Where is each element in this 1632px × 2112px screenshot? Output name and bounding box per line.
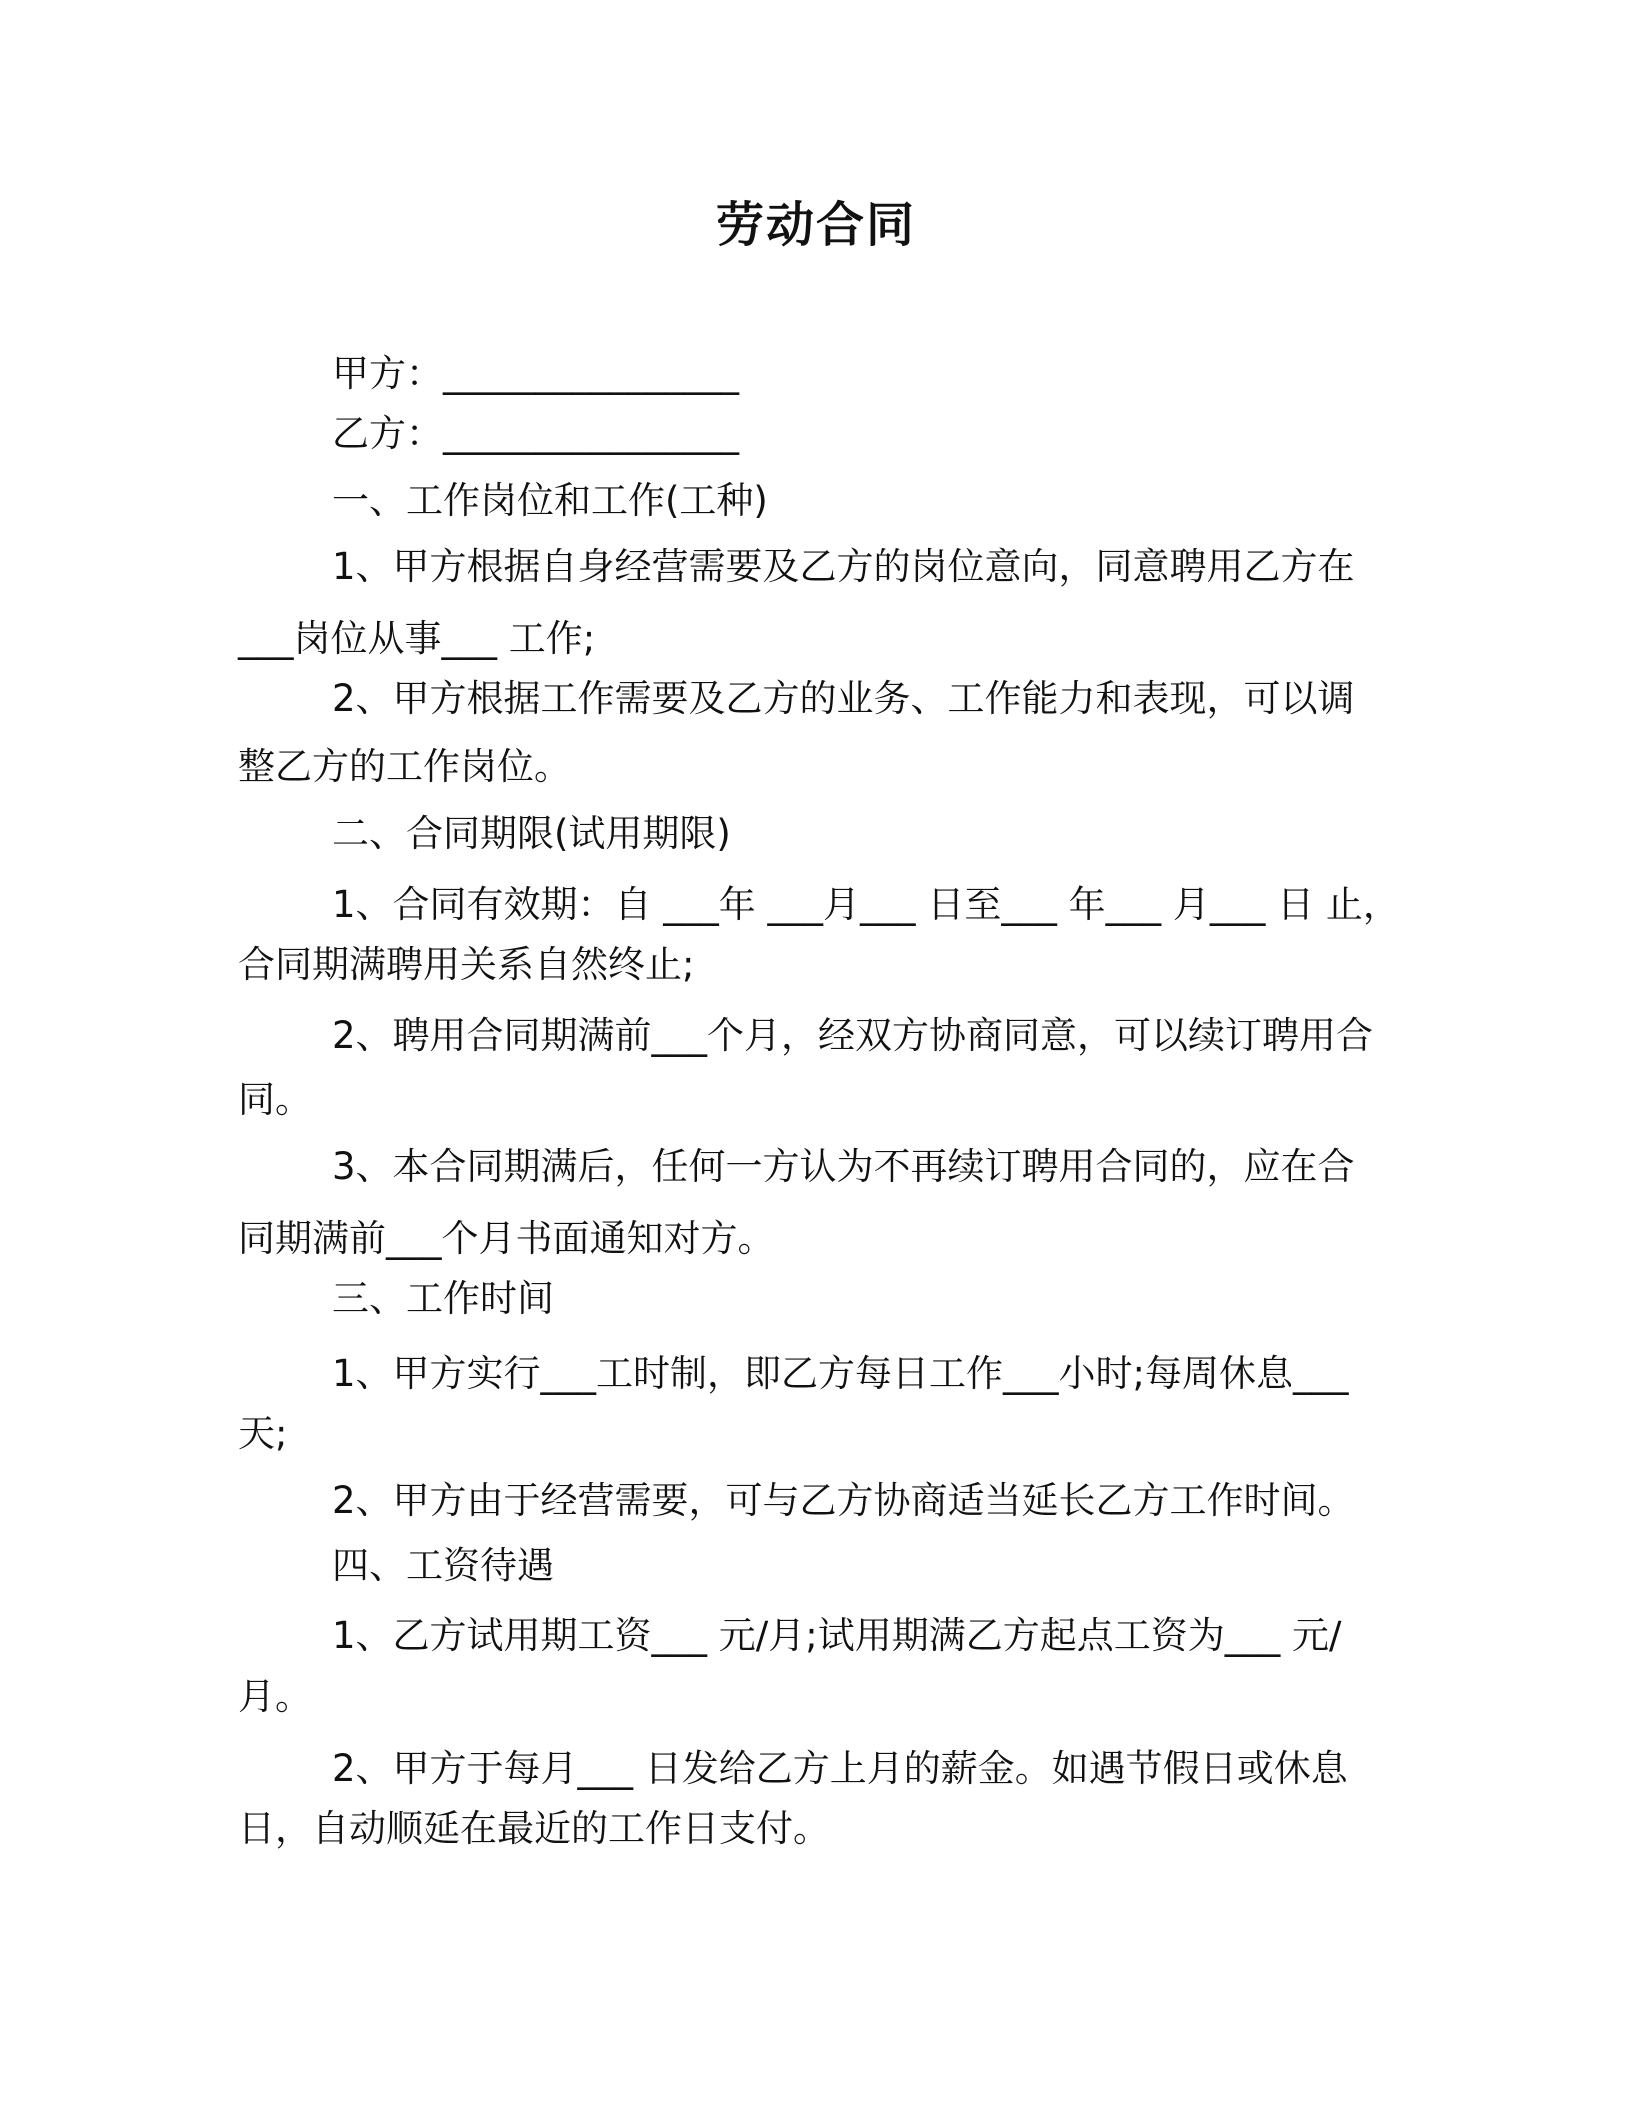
section-heading-1: 一、工作岗位和工作(工种) <box>332 479 768 522</box>
paragraph-line: 1、乙方试用期工资___ 元/月;试用期满乙方起点工资为___ 元/ <box>332 1614 1342 1657</box>
paragraph-line: 1、合同有效期：自 ___年 ___月___ 日至___ 年___ 月___ 日 止， <box>332 883 1400 926</box>
paragraph-line: 2、甲方由于经营需要，可与乙方协商适当延长乙方工作时间。 <box>332 1479 1355 1522</box>
paragraph-line: 月。 <box>238 1675 312 1718</box>
section-heading-4: 四、工资待遇 <box>332 1544 554 1587</box>
party-b-line: 乙方：________________ <box>332 412 739 455</box>
paragraph-line: 2、甲方于每月___ 日发给乙方上月的薪金。如遇节假日或休息 <box>332 1747 1348 1790</box>
paragraph-line: 2、甲方根据工作需要及乙方的业务、工作能力和表现，可以调 <box>332 677 1355 720</box>
paragraph-line: 天; <box>238 1412 288 1455</box>
paragraph-line: 日，自动顺延在最近的工作日支付。 <box>238 1807 830 1850</box>
document-title: 劳动合同 <box>715 197 916 253</box>
paragraph-line: 同期满前___个月书面通知对方。 <box>238 1217 775 1260</box>
paragraph-line: 同。 <box>238 1078 312 1121</box>
paragraph-line: 整乙方的工作岗位。 <box>238 745 571 788</box>
section-heading-3: 三、工作时间 <box>332 1277 554 1320</box>
paragraph-line: 合同期满聘用关系自然终止; <box>238 943 695 986</box>
paragraph-line: 1、甲方根据自身经营需要及乙方的岗位意向，同意聘用乙方在 <box>332 545 1355 588</box>
paragraph-line: 1、甲方实行___工时制，即乙方每日工作___小时;每周休息___ <box>332 1352 1349 1395</box>
paragraph-line: 3、本合同期满后，任何一方认为不再续订聘用合同的，应在合 <box>332 1145 1355 1188</box>
section-heading-2: 二、合同期限(试用期限) <box>332 812 731 855</box>
party-a-line: 甲方：________________ <box>332 352 739 395</box>
paragraph-line: ___岗位从事___ 工作; <box>238 617 596 660</box>
paragraph-line: 2、聘用合同期满前___个月，经双方协商同意，可以续订聘用合 <box>332 1014 1374 1057</box>
